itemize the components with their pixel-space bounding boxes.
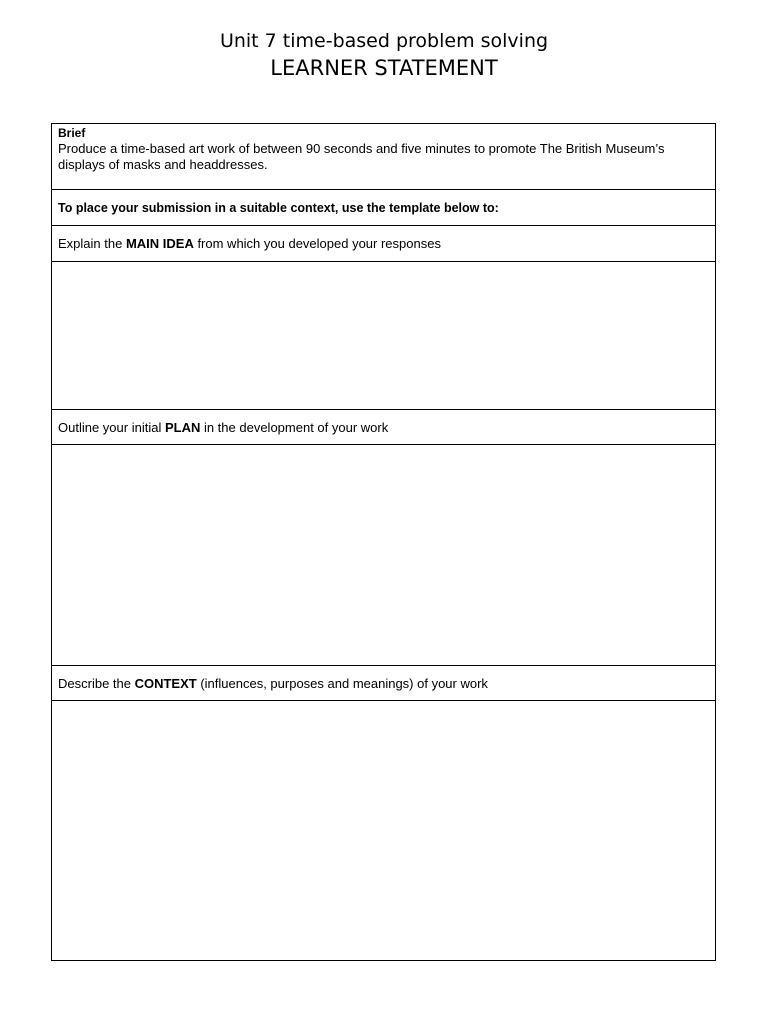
main-idea-prefix: Explain the <box>58 236 126 251</box>
plan-keyword: PLAN <box>164 420 201 435</box>
instruction-row: To place your submission in a suitable context, use the template below to: <box>52 190 715 226</box>
plan-answer-area[interactable] <box>52 445 715 666</box>
document-subtitle: LEARNER STATEMENT <box>270 56 498 80</box>
context-suffix: (influences, purposes and meanings) of your work <box>196 676 488 691</box>
context-prefix: Describe the <box>58 676 135 691</box>
plan-suffix: in the development of your work <box>200 420 389 435</box>
page-header <box>0 28 768 82</box>
main-idea-suffix: from which you developed your responses <box>193 236 441 251</box>
context-keyword: CONTEXT <box>134 676 197 691</box>
plan-prefix: Outline your initial <box>58 420 165 435</box>
brief-heading: Brief <box>58 126 86 140</box>
context-prompt <box>52 666 715 701</box>
learner-statement-form <box>51 123 716 961</box>
context-answer-area[interactable] <box>52 701 715 960</box>
main-idea-answer-area[interactable] <box>52 262 715 410</box>
document-title: Unit 7 time-based problem solving <box>219 30 549 52</box>
main-idea-prompt <box>52 226 715 262</box>
plan-prompt <box>52 410 715 445</box>
brief-section <box>52 124 715 190</box>
brief-text: Produce a time-based art work of between 90 seconds and five minutes to promote The British Museum’s displays of masks and headdresses. <box>58 141 665 172</box>
main-idea-keyword: MAIN IDEA <box>125 236 194 251</box>
